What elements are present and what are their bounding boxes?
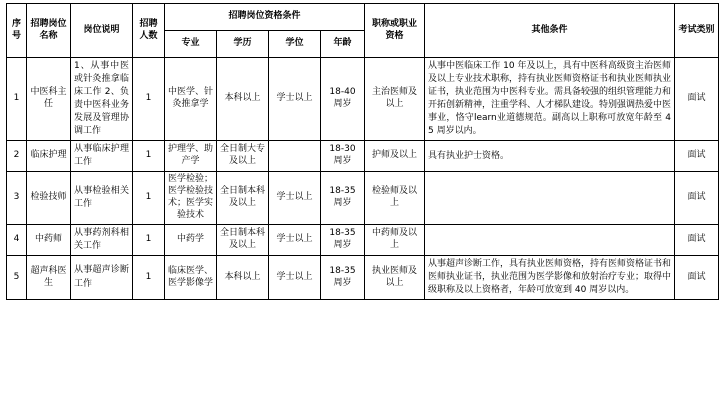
cell-education: 本科以上 <box>217 58 269 141</box>
cell-post-name: 中医科主任 <box>27 58 71 141</box>
cell-education: 本科以上 <box>217 255 269 299</box>
cell-post-count: 1 <box>133 255 165 299</box>
cell-major: 医学检验；医学检验技术；医学实验技术 <box>165 172 217 225</box>
cell-age: 18-35 周岁 <box>321 255 365 299</box>
table-row <box>7 255 719 299</box>
cell-major: 中药学 <box>165 224 217 255</box>
cell-seq: 5 <box>7 255 27 299</box>
header-qualification-group: 招聘岗位资格条件 <box>165 4 365 31</box>
cell-major: 护理学、助产学 <box>165 141 217 172</box>
header-education: 学历 <box>217 31 269 58</box>
cell-other: 从事中医临床工作 10 年及以上，具有中医科高级资主治医师及以上专业技术职称，持有执业医师资格证书和执业医师执业证书，执业范围为中医科专业。需具备较强的组织管理能力和开拓创新精神，注重学科、人才梯队建设。特别强调热爱中医事业，恪守learn业道德规范。副高以上职称可放宽年龄至 45 周岁以内。 <box>425 58 675 141</box>
cell-age: 18-35 周岁 <box>321 172 365 225</box>
cell-exam-type: 面试 <box>675 224 719 255</box>
header-exam-type: 考试类别 <box>675 4 719 58</box>
header-post-desc: 岗位说明 <box>71 4 133 58</box>
cell-title: 护师及以上 <box>365 141 425 172</box>
table-row <box>7 58 719 141</box>
cell-title: 中药师及以上 <box>365 224 425 255</box>
cell-seq: 3 <box>7 172 27 225</box>
table-header-row-1 <box>7 4 719 31</box>
header-post-name: 招聘岗位名称 <box>27 4 71 58</box>
cell-age: 18-40 周岁 <box>321 58 365 141</box>
cell-post-count: 1 <box>133 224 165 255</box>
cell-degree: 学士以上 <box>269 58 321 141</box>
cell-other: 从事超声诊断工作，具有执业医师资格，持有医师资格证书和医师执业证书，执业范围为医学影像和放射治疗专业；取得中级职称及以上资格者，年龄可放宽到 40 周岁以内。 <box>425 255 675 299</box>
cell-seq: 2 <box>7 141 27 172</box>
cell-age: 18-35 周岁 <box>321 224 365 255</box>
cell-age: 18-30 周岁 <box>321 141 365 172</box>
header-degree: 学位 <box>269 31 321 58</box>
cell-exam-type: 面试 <box>675 58 719 141</box>
cell-seq: 1 <box>7 58 27 141</box>
cell-education: 全日制本科及以上 <box>217 172 269 225</box>
header-post-count: 招聘人数 <box>133 4 165 58</box>
cell-title: 检验师及以上 <box>365 172 425 225</box>
cell-exam-type: 面试 <box>675 141 719 172</box>
cell-post-name: 超声科医生 <box>27 255 71 299</box>
cell-education: 全日制大专及以上 <box>217 141 269 172</box>
cell-title: 执业医师及以上 <box>365 255 425 299</box>
cell-post-count: 1 <box>133 141 165 172</box>
cell-title: 主治医师及以上 <box>365 58 425 141</box>
cell-degree <box>269 141 321 172</box>
header-other: 其他条件 <box>425 4 675 58</box>
recruitment-table <box>6 3 719 300</box>
cell-post-desc: 1、从事中医或针灸推拿临床工作 2、负责中医科业务发展及管理协调工作 <box>71 58 133 141</box>
table-row <box>7 224 719 255</box>
cell-post-desc: 从事临床护理工作 <box>71 141 133 172</box>
cell-post-name: 临床护理 <box>27 141 71 172</box>
cell-major: 临床医学、医学影像学 <box>165 255 217 299</box>
cell-post-count: 1 <box>133 172 165 225</box>
cell-post-name: 检验技师 <box>27 172 71 225</box>
cell-seq: 4 <box>7 224 27 255</box>
cell-other: 具有执业护士资格。 <box>425 141 675 172</box>
cell-post-desc: 从事超声诊断工作 <box>71 255 133 299</box>
cell-education: 全日制本科及以上 <box>217 224 269 255</box>
cell-other <box>425 172 675 225</box>
cell-major: 中医学、针灸推拿学 <box>165 58 217 141</box>
header-title: 职称或职业资格 <box>365 4 425 58</box>
cell-post-desc: 从事药剂科相关工作 <box>71 224 133 255</box>
cell-degree: 学士以上 <box>269 224 321 255</box>
table-row <box>7 141 719 172</box>
cell-post-desc: 从事检验相关工作 <box>71 172 133 225</box>
cell-exam-type: 面试 <box>675 255 719 299</box>
header-age: 年龄 <box>321 31 365 58</box>
cell-other <box>425 224 675 255</box>
table-row <box>7 172 719 225</box>
header-seq: 序号 <box>7 4 27 58</box>
header-major: 专业 <box>165 31 217 58</box>
cell-degree: 学士以上 <box>269 255 321 299</box>
cell-degree: 学士以上 <box>269 172 321 225</box>
cell-post-count: 1 <box>133 58 165 141</box>
cell-exam-type: 面试 <box>675 172 719 225</box>
cell-post-name: 中药师 <box>27 224 71 255</box>
